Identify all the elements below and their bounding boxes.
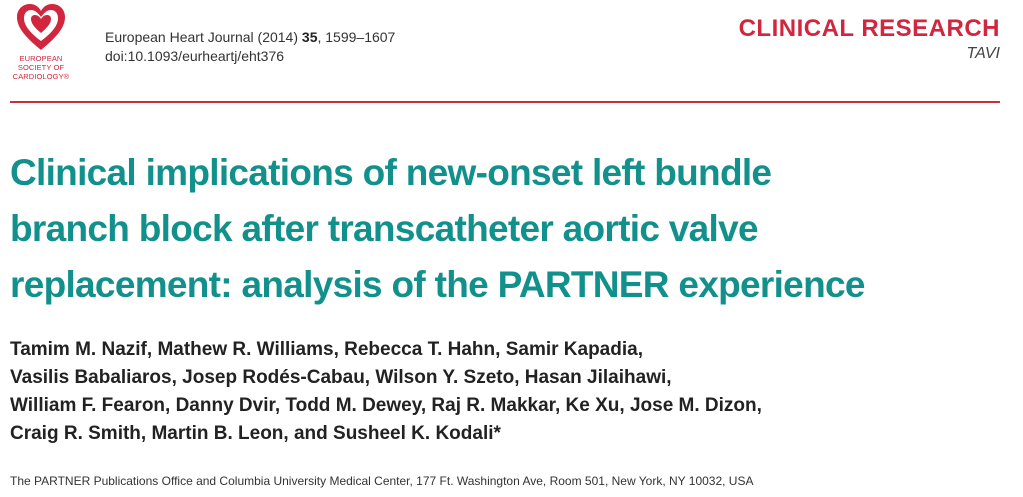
section-subcategory: TAVI bbox=[966, 45, 1000, 62]
volume-number: 35 bbox=[301, 29, 318, 45]
esc-logo bbox=[6, 2, 76, 90]
section-header bbox=[739, 14, 1000, 64]
author-line: Vasilis Babaliaros, Josep Rodés-Cabau, Wilson Y. Szeto, Hasan Jilaihawi, bbox=[10, 367, 672, 388]
header-divider bbox=[10, 101, 1000, 103]
author-line: Craig R. Smith, Martin B. Leon, and Susheel K. Kodali* bbox=[10, 423, 501, 444]
esc-heart-icon bbox=[14, 2, 68, 54]
page-range: , 1599–1607 bbox=[317, 29, 396, 45]
logo-line: SOCIETY OF bbox=[17, 63, 65, 72]
article-title bbox=[10, 145, 1015, 313]
affiliation: The PARTNER Publications Office and Columbia University Medical Center, 177 Ft. Washington Ave, Room 501, New York, NY 10032, USA bbox=[10, 474, 754, 488]
title-line: replacement: analysis of the PARTNER experience bbox=[10, 264, 865, 305]
logo-line: CARDIOLOGY® bbox=[12, 72, 70, 81]
doi-link[interactable]: doi:10.1093/eurheartj/eht376 bbox=[105, 48, 285, 64]
author-list bbox=[10, 336, 1010, 448]
citation-prefix: European Heart Journal (2014) bbox=[105, 29, 302, 45]
citation-line bbox=[105, 28, 395, 47]
logo-line: EUROPEAN bbox=[19, 54, 63, 63]
section-category: CLINICAL RESEARCH bbox=[738, 15, 1000, 42]
title-line: Clinical implications of new-onset left bundle bbox=[10, 152, 772, 193]
title-line: branch block after transcatheter aortic valve bbox=[10, 208, 758, 249]
author-line: Tamim M. Nazif, Mathew R. Williams, Rebecca T. Hahn, Samir Kapadia, bbox=[10, 339, 643, 360]
esc-logo-text bbox=[6, 54, 76, 81]
journal-citation bbox=[105, 28, 395, 66]
author-line: William F. Fearon, Danny Dvir, Todd M. Dewey, Raj R. Makkar, Ke Xu, Jose M. Dizon, bbox=[10, 395, 762, 416]
